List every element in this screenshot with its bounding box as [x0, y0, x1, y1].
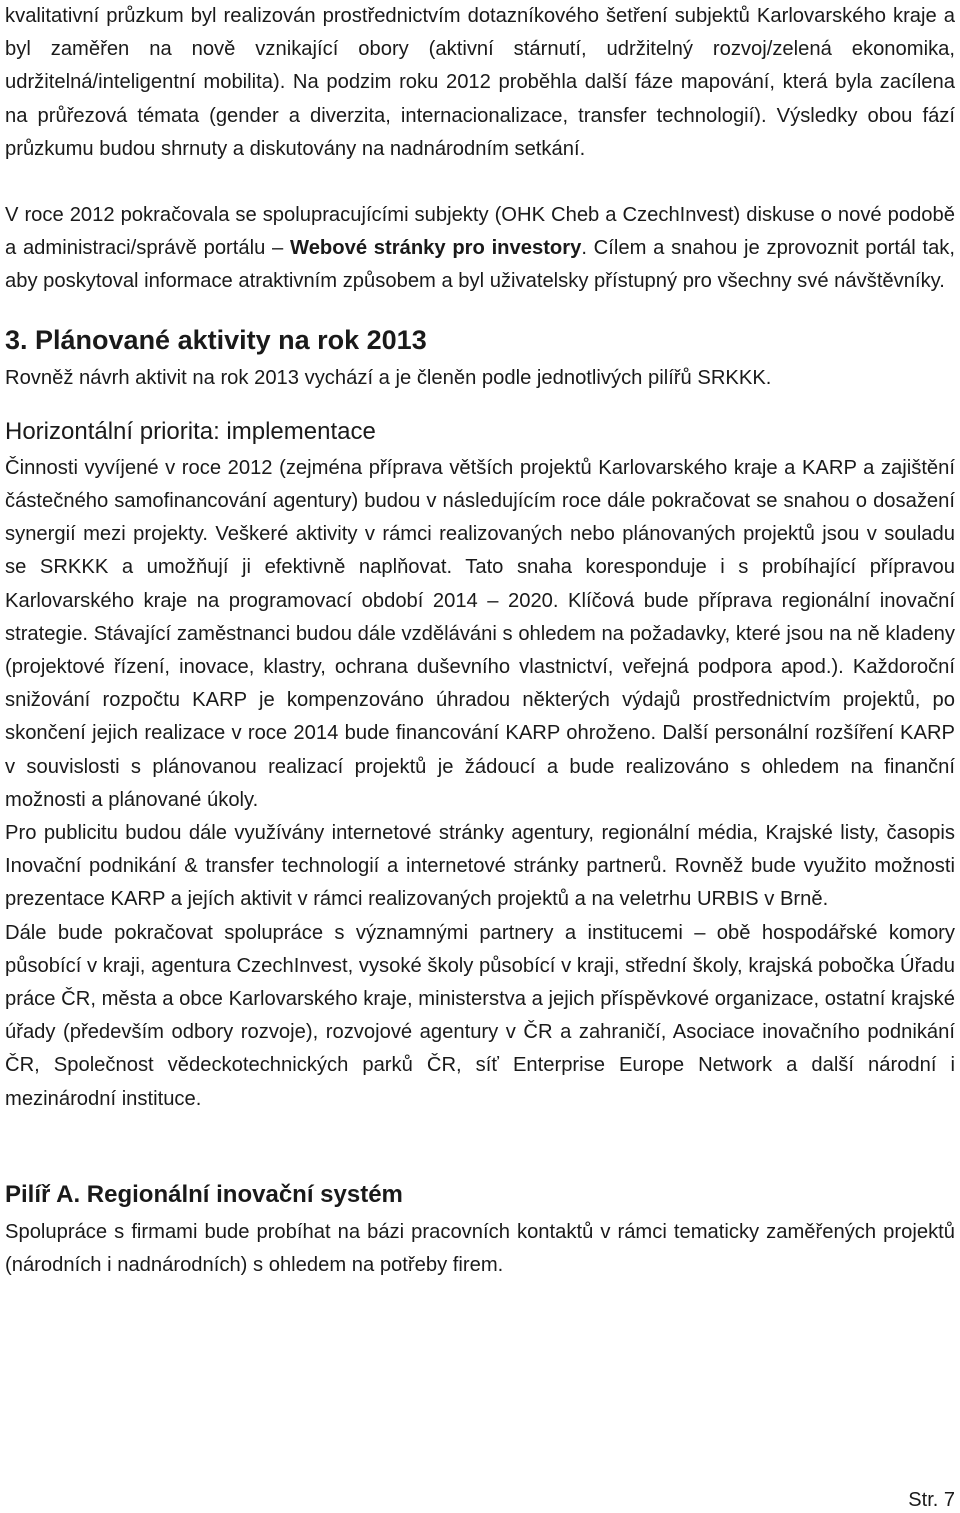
paragraph-publicity: Pro publicitu budou dále využívány internetové stránky agentury, regionální média, Krajské listy, časopis Inovační podnikání & transfer technologií a internetové stránky partnerů. Rovněž bude využito možnosti prezentace KARP a jejích aktivit v rámci realizovaných projektů a na veletrhu URBIS v Brně. — [5, 822, 955, 911]
paragraph-investor-portal-text-1: V roce 2012 pokračovala se spolupracujícími subjekty (OHK Cheb a CzechInvest) diskuse o nové podobě a administraci/správě portálu – — [5, 204, 955, 260]
paragraph-investor-portal — [5, 199, 955, 299]
horizontal-priority-heading: Horizontální priorita: implementace — [5, 417, 376, 445]
section-3-heading: 3. Plánované aktivity na rok 2013 — [5, 324, 427, 355]
paragraph-survey: kvalitativní průzkum byl realizován prostřednictvím dotazníkového šetření subjektů Karlovarského kraje a byl zaměřen na nově vznikající obory (aktivní stárnutí, udržitelný rozvoj/zelená ekonomika, udržitelná/inteligentní mobilita). Na podzim roku 2012 proběhla další fáze mapování, která byla zacílena na průřezová témata (gender a diverzita, internacionalizace, transfer technologií). Výsledky obou fází průzkumu budou shrnuty a diskutovány na nadnárodním setkání. — [5, 5, 955, 160]
section-3-intro: Rovněž návrh aktivit na rok 2013 vychází a je členěn podle jednotlivých pilířů SRKKK. — [5, 366, 772, 389]
paragraph-implementation: Činnosti vyvíjené v roce 2012 (zejména příprava větších projektů Karlovarského kraje a KARP a zajištění částečného samofinancování agentury) budou v následujícím roce dále pokračovat se snahou o dosažení synergií mezi projekty. Veškeré aktivity v rámci realizovaných nebo plánovaných projektů jsou v souladu se SRKKK a umožňují ji efektivně naplňovat. Tato snaha koresponduje i s probíhající přípravou Karlovarského kraje na programovací období 2014 – 2020. Klíčová bude příprava regionální inovační strategie. Stávající zaměstnanci budou dále vzděláváni s ohledem na požadavky, které jsou na ně kladeny (projektové řízení, inovace, klastry, ochrana duševního vlastnictví, veřejná podpora apod.). Každoroční snižování rozpočtu KARP je kompenzováno úhradou některých výdajů prostřednictvím projektů, po skončení jejich realizace v roce 2014 bude financování KARP ohroženo. Další personální rozšíření KARP v souvislosti s plánovanou realizací projektů je žádoucí a bude realizováno s ohledem na finanční možnosti a plánované úkoly. — [5, 456, 955, 811]
paragraph-pillar-a: Spolupráce s firmami bude probíhat na bázi pracovních kontaktů v rámci tematicky zaměřených projektů (národních i nadnárodních) s ohledem na potřeby firem. — [5, 1220, 955, 1277]
investor-portal-name: Webové stránky pro investory — [290, 237, 582, 260]
paragraph-investor-portal-text-2: . Cílem a snahou je zprovoznit portál tak, aby poskytoval informace atraktivním způsobem a byl uživatelsky přístupný pro všechny své návštěvníky. — [5, 237, 955, 293]
page-number: Str. 7 — [908, 1489, 955, 1511]
document-page — [5, 0, 955, 1282]
pillar-a-heading: Pilíř A. Regionální inovační systém — [5, 1180, 403, 1208]
paragraph-partners: Dále bude pokračovat spolupráce s významnými partnery a institucemi – obě hospodářské komory působící v kraji, agentura CzechInvest, vysoké školy působící v kraji, střední školy, krajská pobočka Úřadu práce ČR, města a obce Karlovarského kraje, ministerstva a jejich příspěvkové organizace, ostatní krajské úřady (především odbory rozvoje), rozvojové agentury v ČR a zahraničí, Asociace inovačního podnikání ČR, Společnost vědeckotechnických parků ČR, síť Enterprise Europe Network a další národní i mezinárodní instituce. — [5, 921, 955, 1110]
